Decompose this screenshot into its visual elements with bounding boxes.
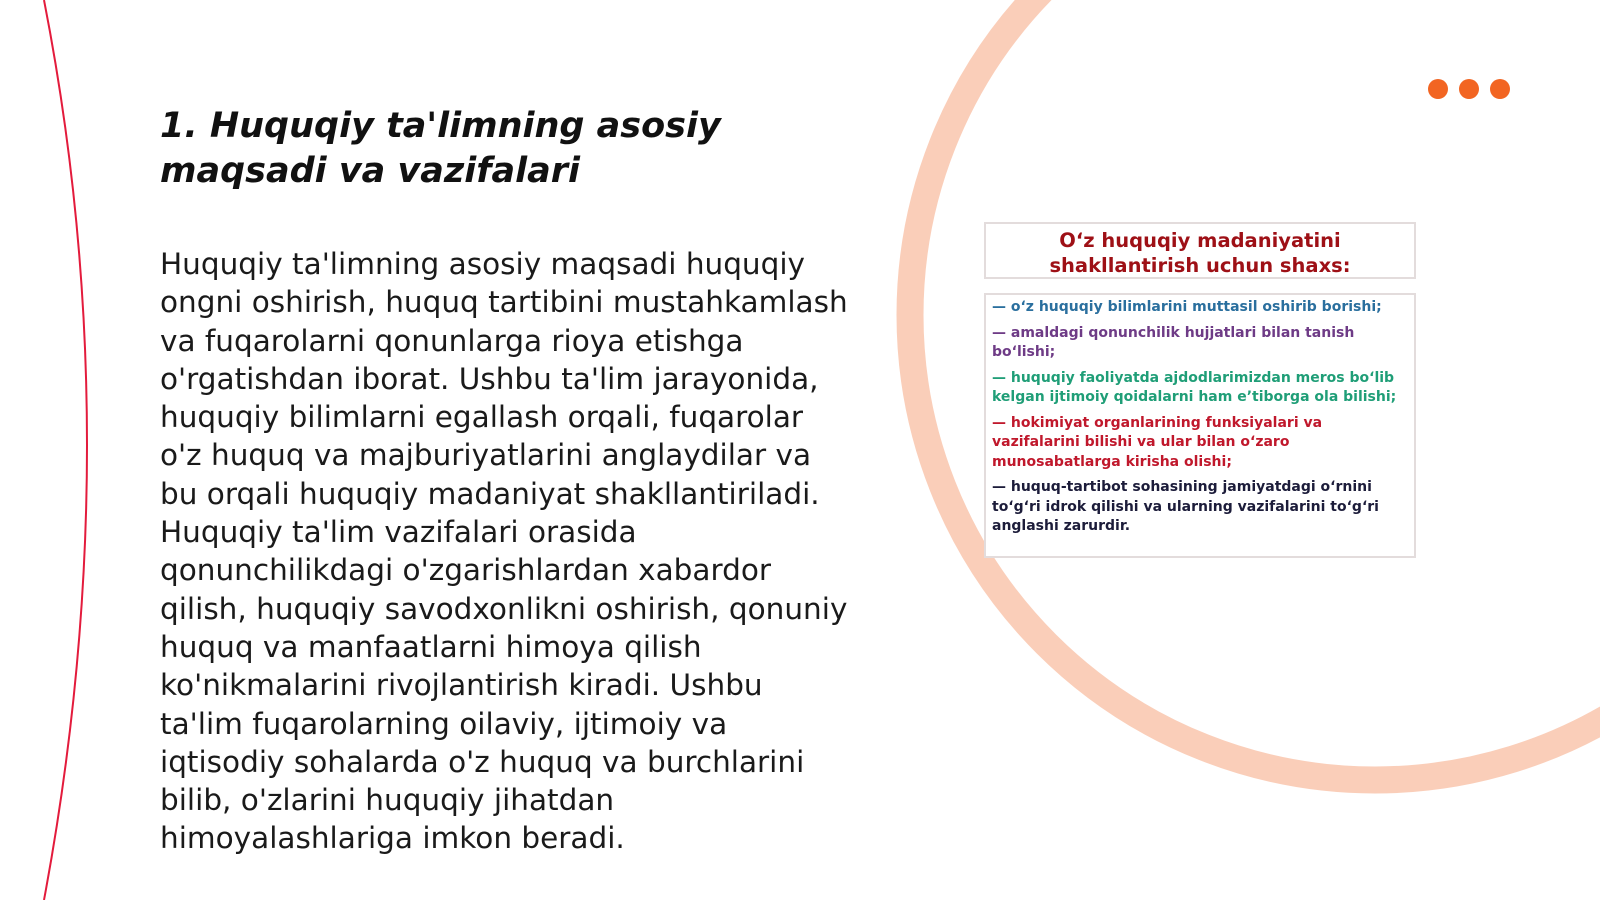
left-curve-line — [44, 0, 87, 900]
list-item: — huquq-tartibot sohasining jamiyatdagi o‘rnini to‘g‘ri idrok qilishi va ularning vazifalarini to‘g‘ri anglashi zarurdir. — [992, 479, 1379, 534]
list-item: — o‘z huquqiy bilimlarini muttasil oshirib borishi; — [992, 299, 1382, 315]
slide-title: 1. Huquqiy ta'limning asosiy maqsadi va vazifalari — [160, 106, 721, 191]
menu-dots — [1428, 79, 1510, 99]
dot-icon — [1459, 79, 1479, 99]
dot-icon — [1490, 79, 1510, 99]
dot-icon — [1428, 79, 1448, 99]
list-item: — hokimiyat organlarining funksiyalari va vazifalarini bilishi va ular bilan o‘zaro munosabatlarga kirisha olishi; — [992, 414, 1323, 470]
infographic-header: O‘z huquqiy madaniyatini shakllantirish uchun shaxs: — [984, 222, 1416, 279]
infographic-image — [984, 222, 1416, 572]
infographic-list — [984, 293, 1416, 558]
body-paragraph: Huquqiy ta'limning asosiy maqsadi huquqiy ongni oshirish, huquq tartibini mustahkamlash va fuqarolarni qonunlarga rioya etishga o'rgatishdan iborat. Ushbu ta'lim jarayonida, huquqiy bilimlarni egallash orqali, fuqarolar o'z huquq va majburiyatlarini anglaydilar va bu orqali huquqiy madaniyat shakllantiriladi. Huquqiy ta'lim vazifalari orasida qonunchilikdagi o'zgarishlardan xabardor qilish, huquqiy savodxonlikni oshirish, qonuniy huquq va manfaatlarni himoya qilish ko'nikmalarini rivojlantirish kiradi. Ushbu ta'lim fuqarolarning oilaviy, ijtimoiy va iqtisodiy sohalarda o'z huquq va burchlarini bilib, o'zlarini huquqiy jihatdan himoyalashlariga imkon beradi. — [160, 247, 848, 856]
list-item: — amaldagi qonunchilik hujjatlari bilan tanish bo‘lishi; — [992, 324, 1355, 360]
list-item: — huquqiy faoliyatda ajdodlarimizdan meros bo‘lib kelgan ijtimoiy qoidalarni ham e’tiborga ola bilishi; — [992, 369, 1397, 405]
